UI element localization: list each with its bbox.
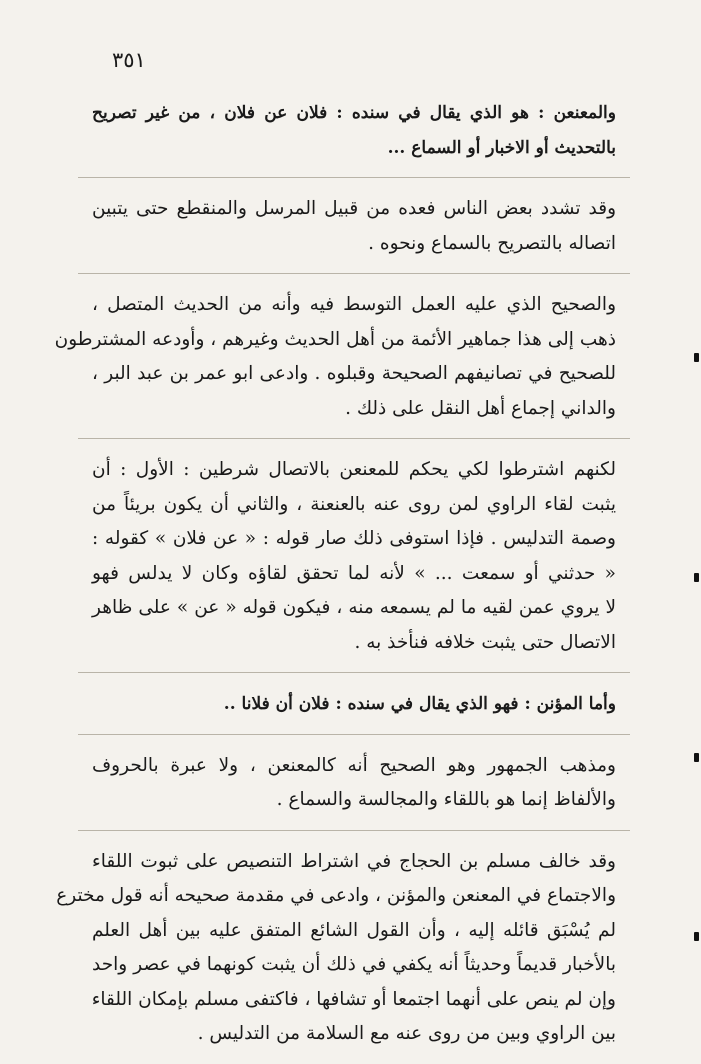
paragraph [92,453,616,660]
margin-mark [694,573,699,582]
text-line: وإن لم ينص على أنهما اجتمعا أو تشافها ، فاكتفى مسلم بإمكان اللقاء [91,988,616,1010]
text-line: لم يُسْبَق قائله إليه ، وأن القول الشائع المتفق عليه بين أهل العلم [92,919,616,941]
margin-mark [694,932,699,941]
paragraph [92,192,616,261]
text-line: يثبت لقاء الراوي لمن روى عنه بالعنعنة ، والثاني أن يكون بريئاً من [92,493,616,515]
page-number: ٣٥١ [112,48,146,72]
text-line: الاتصال حتى يثبت خلافه فنأخذ به . [354,631,616,653]
text-line: والداني إجماع أهل النقل على ذلك . [345,397,616,419]
text-line: وقد خالف مسلم بن الحجاج في اشتراط التنصيص على ثبوت اللقاء [92,850,616,872]
text-line: والصحيح الذي عليه العمل التوسط فيه وأنه من الحديث المتصل ، [92,294,616,315]
text-line: والمعنعن : هو الذي يقال في سنده : فلان عن فلان ، من غير تصريح [92,103,616,123]
text-line: لكنهم اشترطوا لكي يحكم للمعنعن بالاتصال شرطين : الأول : أن [92,459,616,480]
paragraph [92,749,616,818]
text-line: لا يروي عمن لقيه ما لم يسمعه منه ، فيكون قوله « عن » على ظاهر [92,597,616,618]
page-body [54,96,616,1064]
heading-muanan-definition [92,96,616,165]
paragraph [54,288,616,426]
text-line: اتصاله بالتصريح بالسماع ونحوه . [368,232,616,254]
divider [78,672,630,673]
heading-muannan-definition [92,687,616,722]
text-line: وقد تشدد بعض الناس فعده من قبيل المرسل والمنقطع حتى يتبين [92,198,616,219]
text-line: « حدثني أو سمعت ... » لأنه لما تحقق لقاؤه وكان لا يدلس فهو [92,562,616,584]
text-line: للصحيح في تصانيفهم الصحيحة وقبلوه . وادعى ابو عمر بن عبد البر ، [92,363,616,384]
text-line: بالتحديث أو الاخبار أو السماع ... [387,137,616,158]
divider [78,273,630,274]
text-line: وصمة التدليس . فإذا استوفى ذلك صار قوله : « عن فلان » كقوله : [92,528,616,549]
text-line: ومذهب الجمهور وهو الصحيح أنه كالمعنعن ، ولا عبرة بالحروف [92,754,616,776]
margin-mark [694,353,699,362]
text-line: والألفاظ إنما هو باللقاء والمجالسة والسماع . [276,789,616,810]
divider [78,830,630,831]
text-line: بين الراوي وبين من روى عنه مع السلامة من التدليس . [197,1023,616,1044]
text-line: والاجتماع في المعنعن والمؤنن ، وادعى في مقدمة صحيحه أنه قول مخترع [56,885,616,906]
divider [78,438,630,439]
text-line: بالأخبار قديماً وحديثاً أنه يكفي في ذلك أن يثبت كونهما في عصر واحد [92,954,616,975]
text-line: ذهب إلى هذا جماهير الأئمة من أهل الحديث وغيرهم ، وأودعه المشترطون [54,328,616,350]
paragraph [56,845,616,1052]
text-line: وأما المؤنن : فهو الذي يقال في سنده : فلان أن فلانا .. [223,694,616,714]
divider [78,177,630,178]
margin-mark [694,753,699,762]
divider [78,734,630,735]
